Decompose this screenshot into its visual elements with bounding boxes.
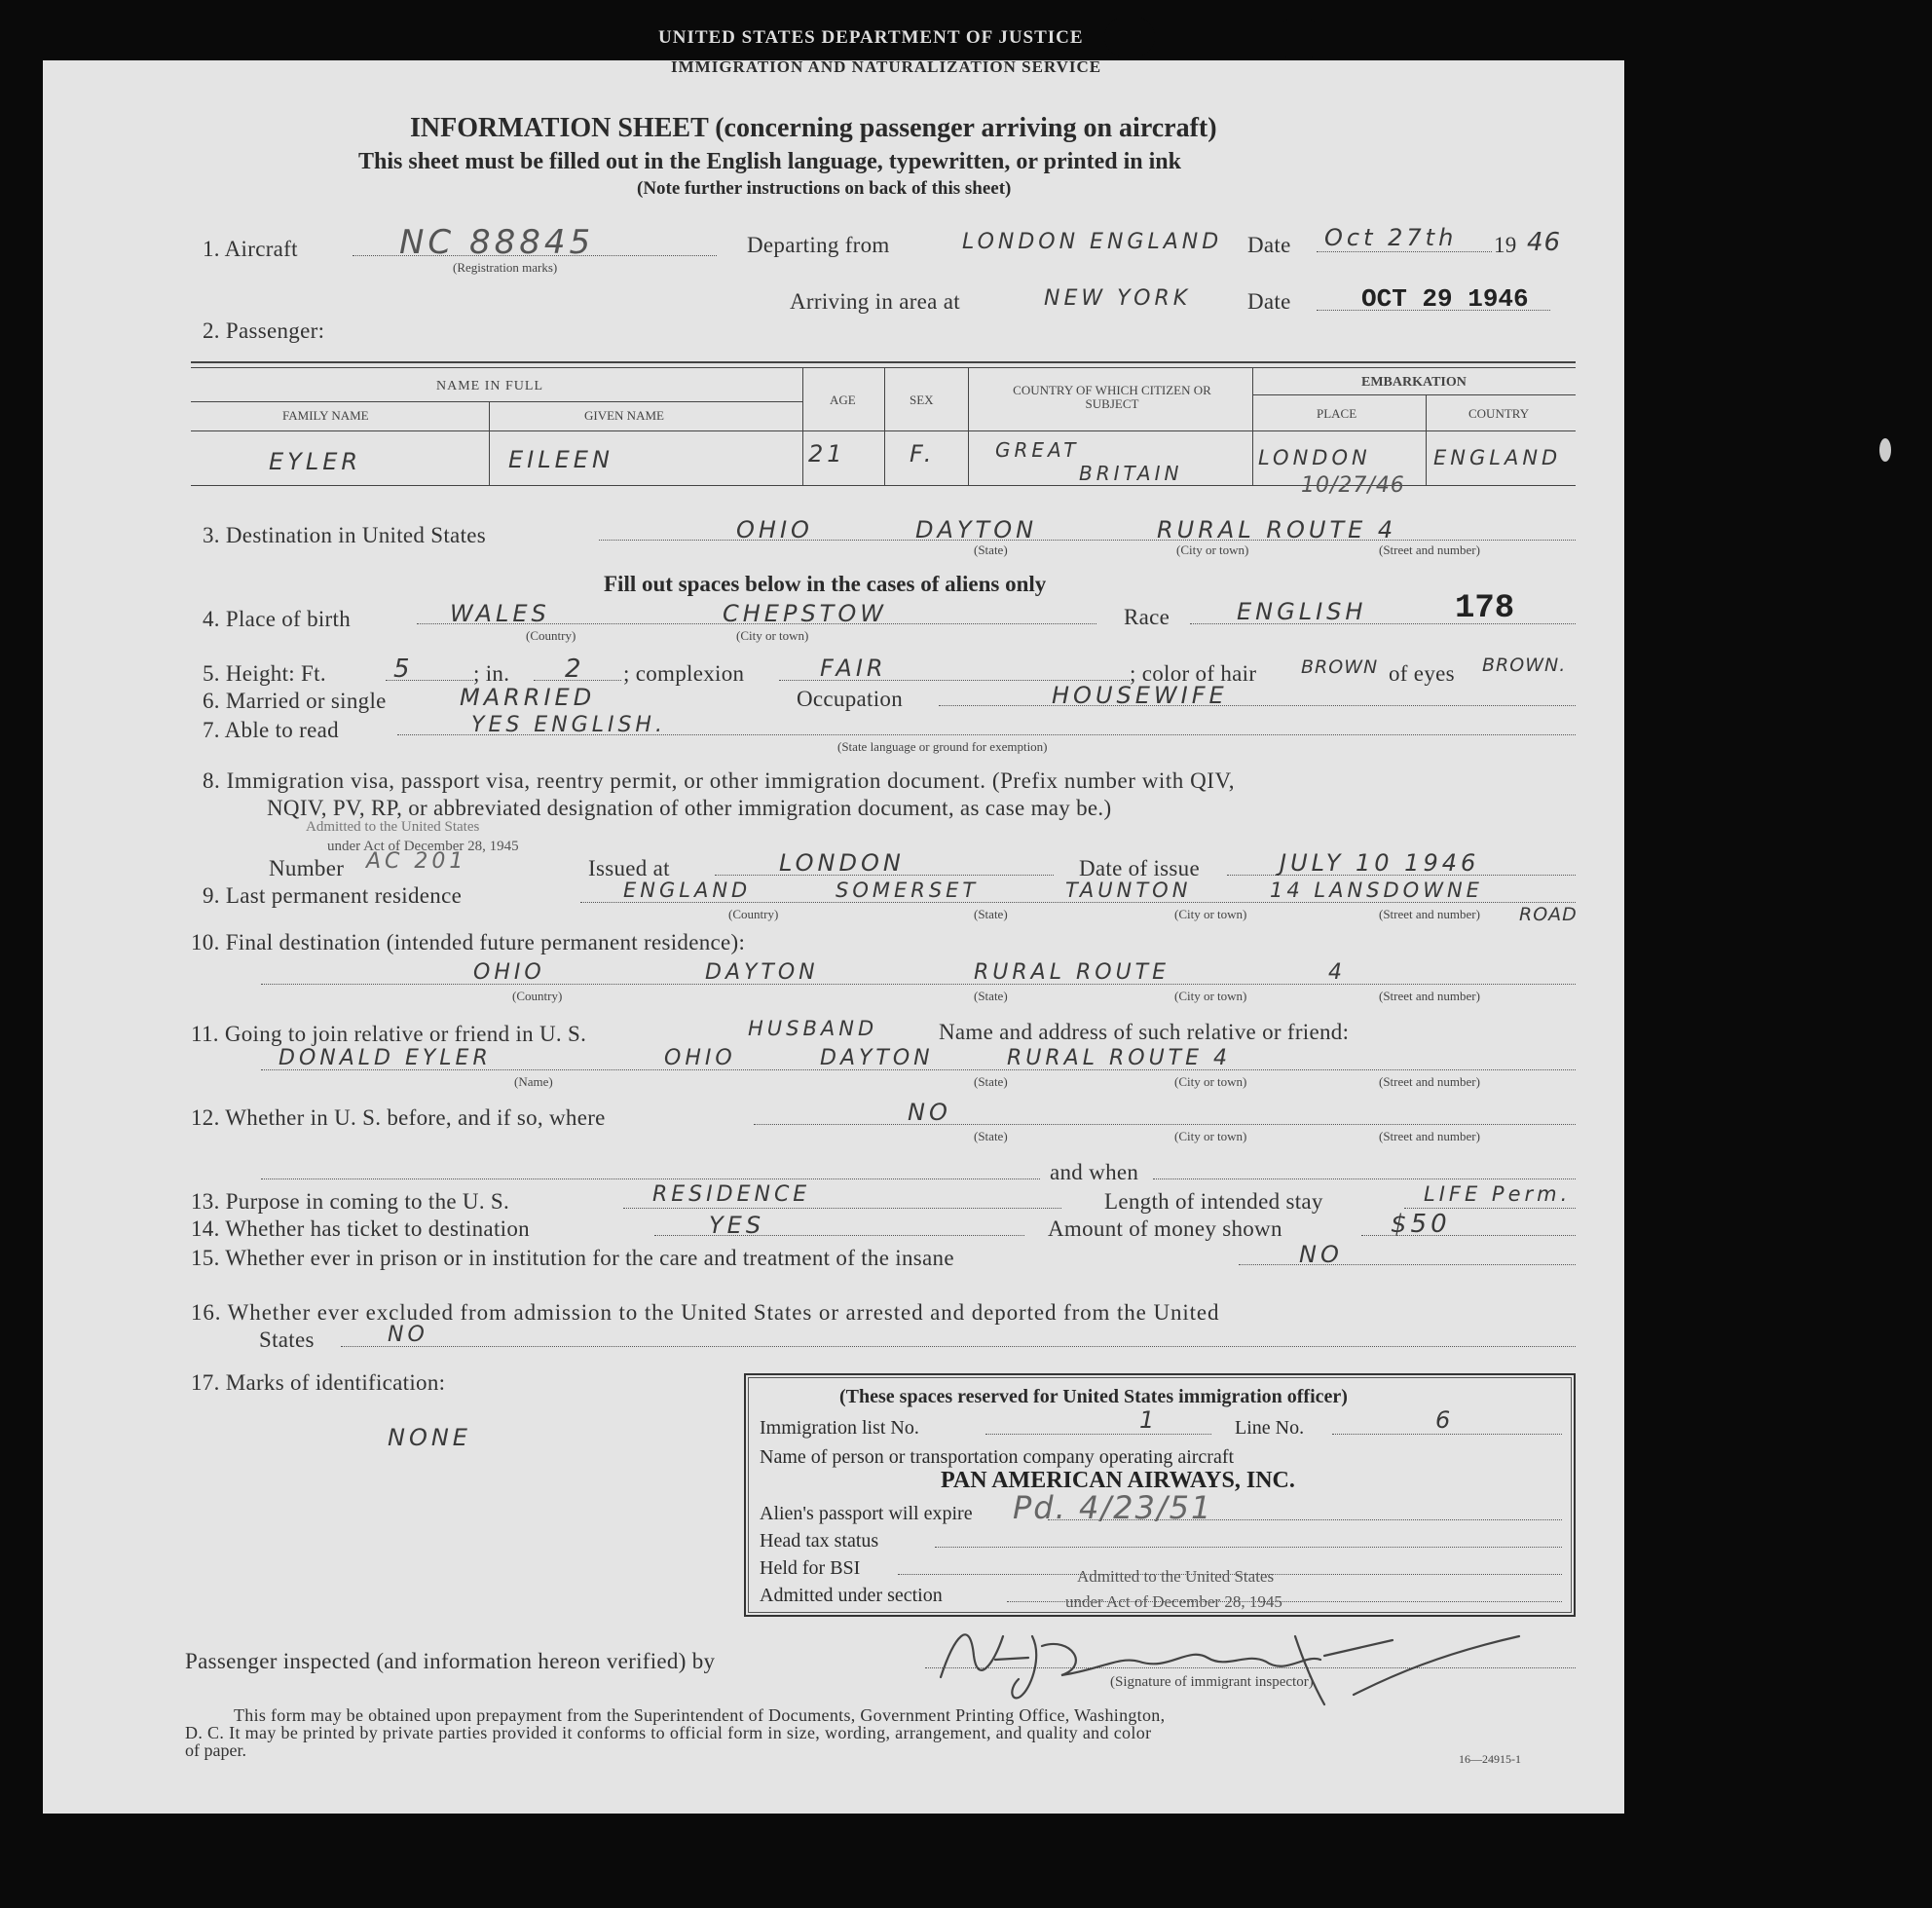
table-col-rule [1252,367,1253,485]
cap-name: (Name) [514,1074,553,1089]
cap-city: (City or town) [1176,542,1249,557]
table-col-rule [802,367,803,485]
eyes-label: of eyes [1389,661,1455,686]
destination-city: DAYTON [915,516,1038,543]
final-dest-line [261,984,1576,985]
table-top-rule [191,361,1576,363]
headtax-label: Head tax status [760,1530,879,1552]
cell-sex: F. [910,440,936,468]
cap-state: (State) [974,1129,1008,1143]
th-embarkation: EMBARKATION [1361,375,1467,390]
cap-city: (City or town) [736,628,809,643]
destination-street: RURAL ROUTE 4 [1157,516,1397,543]
reg-caption: (Registration marks) [453,260,558,275]
list-label: Immigration list No. [760,1417,919,1439]
join-label: 11. Going to join relative or friend in U. S. [191,1022,587,1046]
stay-label: Length of intended stay [1104,1189,1323,1214]
cap-state: (State) [974,989,1008,1003]
th-given-name: GIVEN NAME [584,408,664,423]
height-in: 2 [565,655,585,684]
cell-emb-country: ENGLAND [1433,446,1562,469]
visa-line-2: NQIV, PV, RP, or abbreviated designation of other immigration document, as case may be.) [267,796,1112,820]
scan-artifact [1879,438,1891,462]
in-label: ; in. [473,661,510,686]
date-line [1317,251,1492,252]
relative-state: OHIO [664,1046,736,1070]
occupation-value: HOUSEWIFE [1052,682,1228,709]
signature-caption: (Signature of immigrant inspector) [1110,1674,1314,1690]
purpose-line [623,1208,1061,1209]
purpose-label: 13. Purpose in coming to the U. S. [191,1189,510,1214]
th-sex: SEX [910,393,934,407]
arr-date-stamp: OCT 29 1946 [1361,284,1529,314]
previous-us-line [754,1124,1576,1125]
residence-label: 9. Last permanent residence [203,883,463,908]
issue-date-label: Date of issue [1079,856,1200,880]
birth-country: WALES [450,600,550,627]
marks-value: NONE [388,1424,471,1451]
height-label: 5. Height: Ft. [203,661,326,686]
table-rule [1252,394,1576,395]
line-value: 6 [1435,1406,1455,1434]
hair-label: ; color of hair [1130,661,1257,686]
date-value: Oct 27th [1324,224,1458,251]
cap-street: (Street and number) [1379,907,1480,921]
final-dest-country: OHIO [473,960,545,985]
prison-label: 15. Whether ever in prison or in institution for the care and treatment of the insane [191,1246,954,1270]
ticket-value: YES [709,1212,765,1239]
cell-family-name: EYLER [269,448,362,475]
inspector-signature [935,1597,1539,1719]
aircraft-label: 1. Aircraft [203,237,298,261]
visa-stamp-2: under Act of December 28, 1945 [327,839,519,854]
cap-state: (State) [974,907,1008,921]
cell-place: LONDON [1258,446,1371,469]
stay-value: LIFE Perm. [1424,1182,1572,1206]
race-value: ENGLISH [1237,598,1367,625]
number-value: AC 201 [366,849,467,874]
final-dest-street: 4 [1328,960,1346,985]
cell-age: 21 [808,440,846,468]
residence-line [580,902,1576,903]
previous-us-line-2 [261,1178,1040,1179]
marital-value: MARRIED [460,684,596,711]
occupation-line [939,705,1576,706]
departing-value: LONDON ENGLAND [962,230,1223,254]
th-name-in-full: NAME IN FULL [436,379,543,393]
ticket-label: 14. Whether has ticket to destination [191,1216,530,1241]
residence-country: ENGLAND [623,879,752,902]
line-no-line [1332,1434,1562,1435]
passport-label: Alien's passport will expire [760,1503,973,1524]
cell-given-name: EILEEN [508,446,613,473]
form-subtitle: This sheet must be filled out in the English language, typewritten, or printed in ink [358,149,1181,174]
number-label: Number [269,856,345,880]
occupation-label: Occupation [797,687,904,711]
passenger-label: 2. Passenger: [203,318,325,343]
cap-state: (State) [974,542,1008,557]
birth-city: CHEPSTOW [723,600,887,627]
officer-box-title: (These spaces reserved for United States immigration officer) [839,1386,1348,1407]
name-address-label: Name and address of such relative or friend: [939,1020,1350,1044]
read-label: 7. Able to read [203,718,339,742]
bsi-label: Held for BSI [760,1557,861,1579]
marks-label: 17. Marks of identification: [191,1370,446,1395]
cap-country: (Country) [512,989,563,1003]
officer-stamp-1: Admitted to the United States [1077,1567,1275,1586]
marital-label: 6. Married or single [203,689,387,713]
arriving-label: Arriving in area at [790,289,960,314]
destination-state: OHIO [736,516,813,543]
line-label: Line No. [1235,1417,1305,1439]
table-col-rule [884,367,885,485]
table-rule [191,401,802,402]
hair-value: BROWN [1301,656,1379,678]
cap-street: (Street and number) [1379,1074,1480,1089]
footer-line-2: D. C. It may be printed by private parties provided it conforms to official form in size, wording, arrangement, and quality and color [185,1723,1152,1742]
residence-street-2: ROAD [1519,904,1578,925]
table-top-rule-2 [191,367,1576,368]
cell-citizen-2: BRITAIN [1079,462,1183,485]
cap-street: (Street and number) [1379,1129,1480,1143]
excluded-line [341,1346,1576,1347]
departing-label: Departing from [747,233,890,257]
cap-city: (City or town) [1174,989,1247,1003]
stay-line [1404,1208,1576,1209]
th-family-name: FAMILY NAME [282,408,369,423]
list-line [985,1434,1211,1435]
residence-city: TAUNTON [1065,879,1192,902]
cell-place-date: 10/27/46 [1301,473,1405,498]
year-value: 46 [1527,228,1562,257]
headtax-line [935,1547,1562,1548]
relative-city: DAYTON [820,1046,934,1070]
excluded-line-1: 16. Whether ever excluded from admission to the United States or arrested and deported from the United [191,1300,1220,1325]
cap-city: (City or town) [1174,1129,1247,1143]
issued-value: LONDON [779,849,905,877]
cell-citizen-1: GREAT [995,438,1080,462]
form-number: 16—24915-1 [1459,1752,1521,1766]
relative-street: RURAL ROUTE 4 [1007,1046,1232,1070]
race-label: Race [1124,605,1170,629]
visa-line-1: 8. Immigration visa, passport visa, reentry permit, or other immigration document. (Prefix number with QIV, [203,768,1235,793]
when-line [1153,1178,1576,1179]
cap-city: (City or town) [1174,1074,1247,1089]
aircraft-value: NC 88845 [399,223,595,262]
cap-state: (State) [974,1074,1008,1089]
punch-hole [1274,18,1324,60]
punch-hole [1104,16,1155,58]
residence-street: 14 LANSDOWNE [1270,879,1483,902]
cap-street: (Street and number) [1379,542,1480,557]
dept-heading: UNITED STATES DEPARTMENT OF JUSTICE [658,27,1084,48]
th-age: AGE [830,393,856,407]
list-value: 1 [1139,1406,1159,1434]
operator-value: PAN AMERICAN AIRWAYS, INC. [941,1468,1295,1493]
form-title: INFORMATION SHEET (concerning passenger arriving on aircraft) [410,113,1217,143]
cap-street: (Street and number) [1379,989,1480,1003]
money-label: Amount of money shown [1048,1216,1282,1241]
final-dest-city: RURAL ROUTE [974,960,1170,985]
join-relation: HUSBAND [748,1017,878,1040]
complexion-value: FAIR [820,655,887,682]
excluded-line-2: States [259,1328,315,1352]
footer-line-3: of paper. [185,1740,246,1760]
purpose-value: RESIDENCE [652,1182,811,1207]
read-value: YES ENGLISH. [471,713,666,737]
complexion-label: ; complexion [623,661,745,686]
form-note: (Note further instructions on back of this sheet) [637,178,1012,199]
officer-stamp-2: under Act of December 28, 1945 [1065,1592,1282,1611]
prison-value: NO [1299,1241,1343,1268]
footer-line-1: This form may be obtained upon prepayment from the Superintendent of Documents, Government Printing Office, Washington, [234,1705,1166,1725]
read-caption: (State language or ground for exemption) [837,739,1048,754]
table-col-rule [968,367,969,485]
cap-country: (Country) [728,907,779,921]
cap-city: (City or town) [1174,907,1247,921]
residence-state: SOMERSET [836,879,980,902]
year-prefix: 19 [1494,233,1517,257]
th-country-citizen: COUNTRY OF WHICH CITIZEN OR SUBJECT [1013,383,1211,411]
passport-value: Pd. 4/23/51 [1013,1489,1213,1526]
birth-label: 4. Place of birth [203,607,352,631]
previous-us-label: 12. Whether in U. S. before, and if so, where [191,1105,606,1130]
service-heading: IMMIGRATION AND NATURALIZATION SERVICE [671,57,1102,76]
inspection-label: Passenger inspected (and information hereon verified) by [185,1649,716,1673]
relative-name: DONALD EYLER [279,1046,492,1070]
destination-label: 3. Destination in United States [203,523,487,547]
th-place: PLACE [1317,406,1357,421]
operator-label: Name of person or transportation company operating aircraft [760,1446,1235,1468]
table-col-rule [1426,394,1427,485]
race-code: 178 [1455,590,1515,627]
when-label: and when [1050,1160,1139,1184]
eyes-value: BROWN. [1482,655,1567,676]
cap-country: (Country) [526,628,576,643]
table-header-rule [191,430,1576,431]
table-col-rule [489,401,490,485]
final-dest-state: DAYTON [705,960,819,985]
admitted-label: Admitted under section [760,1585,943,1606]
previous-us-value: NO [908,1099,951,1126]
money-value: $50 [1391,1210,1451,1239]
date-label: Date [1247,233,1291,257]
th-emb-country: COUNTRY [1468,406,1530,421]
arr-date-label: Date [1247,289,1291,314]
issued-label: Issued at [588,856,670,880]
aliens-only-heading: Fill out spaces below in the cases of aliens only [604,572,1047,596]
final-dest-label: 10. Final destination (intended future permanent residence): [191,930,746,954]
prison-line [1239,1264,1576,1265]
arriving-value: NEW YORK [1044,286,1192,311]
issue-date-value: JULY 10 1946 [1280,849,1480,877]
height-ft: 5 [393,655,414,684]
visa-stamp-1: Admitted to the United States [306,819,480,835]
excluded-value: NO [388,1323,428,1347]
